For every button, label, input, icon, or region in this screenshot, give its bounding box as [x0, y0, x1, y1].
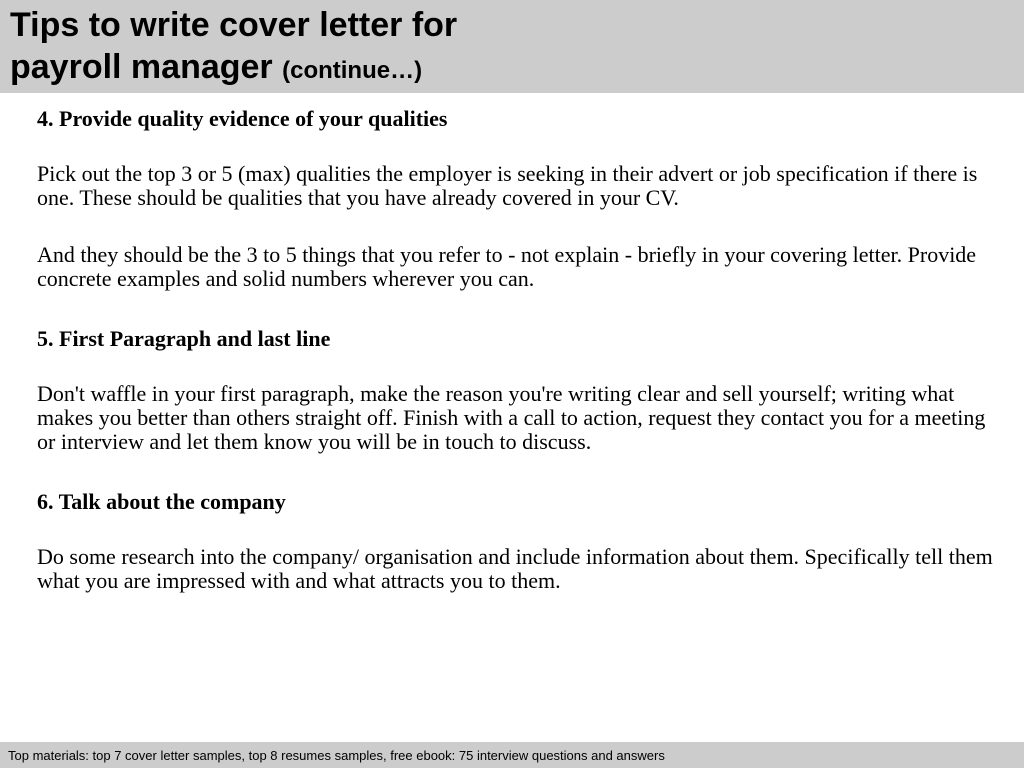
title-suffix: (continue…)	[282, 57, 423, 84]
paragraph-research-company: Do some research into the company/ organisation and include information about them. Specifically tell them what you are impressed with and what attracts you to them.	[37, 544, 993, 593]
title-bar	[0, 0, 1024, 93]
section-heading-company: 6. Talk about the company	[37, 489, 286, 514]
title-line-2: payroll manager	[10, 48, 273, 86]
paragraph-refer-things: And they should be the 3 to 5 things that you refer to - not explain - briefly in your covering letter. Provide concrete examples and solid numbers wherever you can.	[37, 242, 977, 291]
section-heading-qualities: 4. Provide quality evidence of your qualities	[37, 106, 448, 131]
page-title	[10, 4, 457, 92]
title-line-1: Tips to write cover letter for	[10, 6, 458, 44]
paragraph-dont-waffle: Don't waffle in your first paragraph, make the reason you're writing clear and sell yourself; writing what makes you better than others straight off. Finish with a call to action, request they contact you for a meeting or interview and let them know you will be in touch to discuss.	[37, 381, 986, 454]
section-heading-first-paragraph: 5. First Paragraph and last line	[37, 326, 331, 351]
footer-bar	[0, 742, 1024, 768]
slide-body	[37, 104, 997, 593]
footer-text: Top materials: top 7 cover letter samples, top 8 resumes samples, free ebook: 75 interview questions and answers	[8, 748, 665, 763]
paragraph-pick-qualities: Pick out the top 3 or 5 (max) qualities the employer is seeking in their advert or job specification if there is one. These should be qualities that you have already covered in your CV.	[37, 161, 978, 210]
